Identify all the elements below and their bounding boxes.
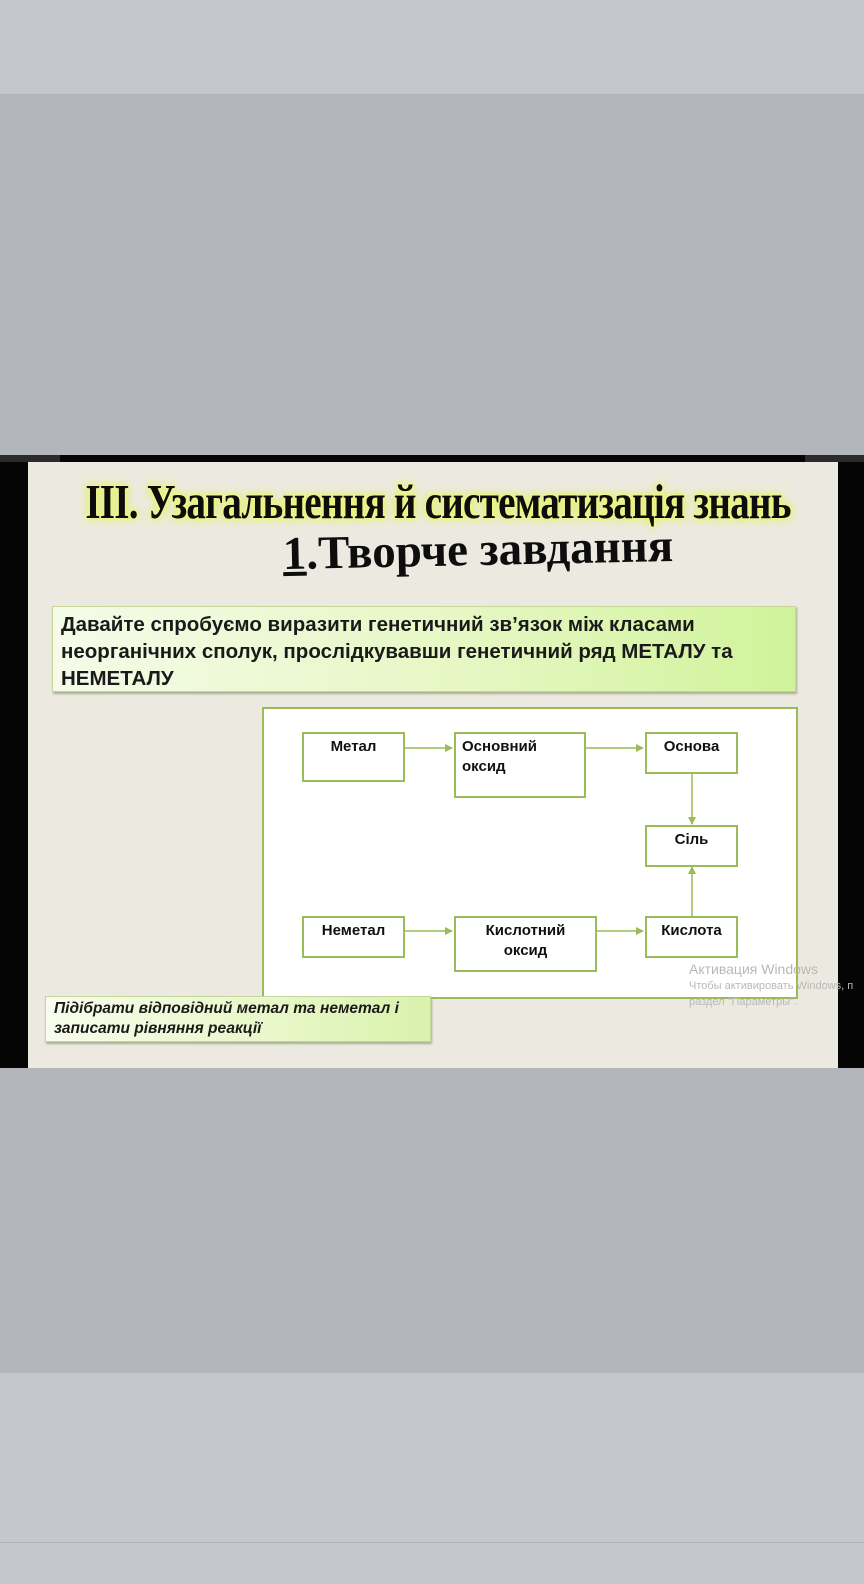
task-text-box: Підібрати відповідний метал та неметал і записати рівняння реакції bbox=[45, 996, 431, 1042]
windows-activation-watermark bbox=[689, 960, 864, 1010]
viewer-bottom-divider bbox=[0, 1542, 864, 1543]
viewer-bottom-band bbox=[0, 1373, 864, 1584]
node-basic-oxide: Основний оксид bbox=[454, 732, 586, 798]
slide-title: III. Узагальнення й систематизація знань bbox=[85, 474, 791, 529]
node-base: Основа bbox=[645, 732, 738, 774]
genetic-series-diagram bbox=[262, 707, 798, 999]
watermark-line-2: Чтобы активировать Windows, п bbox=[689, 980, 854, 992]
node-metal: Метал bbox=[302, 732, 405, 782]
frame-strip-left bbox=[0, 455, 60, 462]
node-salt: Сіль bbox=[645, 825, 738, 867]
node-nonmetal: Неметал bbox=[302, 916, 405, 958]
watermark-line-3: раздел "Параметры". bbox=[689, 996, 798, 1008]
subtitle-number: 1 bbox=[282, 527, 307, 581]
subtitle-text: .Творче завдання bbox=[305, 519, 674, 580]
node-acid-oxide: Кислотний оксид bbox=[454, 916, 597, 972]
frame-strip-right bbox=[805, 455, 864, 462]
watermark-line-1: Активация Windows bbox=[689, 961, 819, 977]
viewer-top-band bbox=[0, 0, 864, 94]
intro-text-box: Давайте спробуємо виразити генетичний зв’язок між класами неорганічних сполук, прослідкувавши генетичний ряд МЕТАЛУ та НЕМЕТАЛУ bbox=[52, 606, 796, 692]
slide-subtitle bbox=[197, 516, 758, 584]
node-acid: Кислота bbox=[645, 916, 738, 958]
